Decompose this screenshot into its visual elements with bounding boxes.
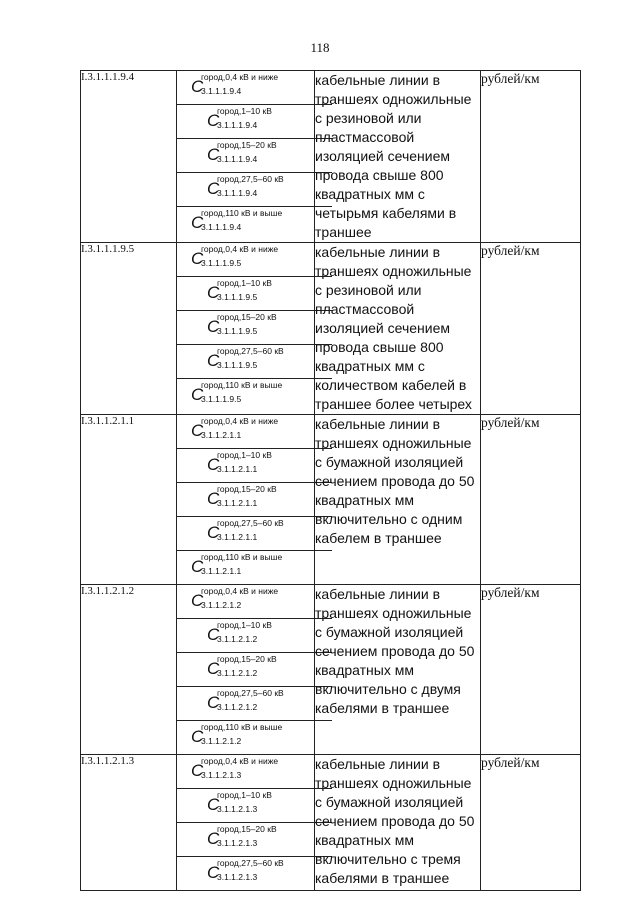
symbol-superscript: город,1–10 кВ bbox=[217, 620, 272, 630]
symbol-superscript: город,27,5–60 кВ bbox=[217, 858, 284, 868]
rate-symbol-row bbox=[177, 755, 332, 789]
rate-symbol-row bbox=[177, 585, 332, 619]
symbol-superscript: город,110 кВ и выше bbox=[201, 380, 283, 390]
symbol-superscript: город,15–20 кВ bbox=[217, 654, 277, 664]
symbol-subscript: 3.1.1.2.1.2 bbox=[217, 702, 258, 712]
rate-symbol-row bbox=[177, 243, 332, 277]
symbol-subscript: 3.1.1.1.9.5 bbox=[201, 394, 242, 404]
symbol-letter: C bbox=[207, 455, 220, 474]
table-row bbox=[81, 585, 581, 755]
row-description: кабельные линии в траншеях одножильные с бумажной изоляцией сечением провода до 50 квадратных мм включительно с двумя кабелями в траншее bbox=[315, 585, 481, 755]
rate-symbol-row bbox=[177, 653, 332, 687]
rate-symbols-cell bbox=[177, 415, 315, 585]
rate-symbols-cell bbox=[177, 755, 315, 891]
symbol-letter: C bbox=[207, 283, 220, 302]
symbol-letter: C bbox=[207, 145, 220, 164]
rate-symbol bbox=[191, 755, 316, 783]
rate-symbol-row bbox=[177, 823, 332, 857]
rate-symbol bbox=[207, 311, 332, 339]
rate-symbols-cell bbox=[177, 243, 315, 415]
row-unit: рублей/км bbox=[481, 755, 581, 891]
symbol-subscript: 3.1.1.2.1.3 bbox=[217, 804, 258, 814]
rate-symbol bbox=[191, 207, 316, 235]
rate-symbol bbox=[191, 243, 316, 271]
rate-symbol bbox=[191, 551, 316, 579]
rate-symbol-row bbox=[177, 857, 332, 891]
row-description: кабельные линии в траншеях одножильные с бумажной изоляцией сечением провода до 50 квадратных мм включительно с тремя кабелями в траншее bbox=[315, 755, 481, 891]
symbol-subscript: 3.1.1.1.9.4 bbox=[201, 222, 242, 232]
symbol-letter: C bbox=[191, 761, 204, 780]
symbol-superscript: город,0,4 кВ и ниже bbox=[201, 586, 279, 596]
rate-symbol-row bbox=[177, 345, 332, 379]
rate-symbol-row bbox=[177, 551, 332, 585]
row-description: кабельные линии в траншеях одножильные с бумажной изоляцией сечением провода до 50 квадратных мм включительно с одним кабелем в траншее bbox=[315, 415, 481, 585]
symbol-letter: C bbox=[191, 421, 204, 440]
rate-symbol-row bbox=[177, 517, 332, 551]
symbol-superscript: город,1–10 кВ bbox=[217, 278, 272, 288]
symbol-letter: C bbox=[191, 727, 204, 746]
row-unit: рублей/км bbox=[481, 415, 581, 585]
symbol-subscript: 3.1.1.1.9.4 bbox=[217, 154, 258, 164]
symbol-superscript: город,110 кВ и выше bbox=[201, 208, 283, 218]
row-unit: рублей/км bbox=[481, 71, 581, 243]
rate-symbol bbox=[207, 277, 332, 305]
rate-symbol bbox=[207, 687, 332, 715]
row-code: I.3.1.1.1.9.4 bbox=[81, 71, 177, 243]
symbol-letter: C bbox=[207, 179, 220, 198]
rate-symbol bbox=[207, 483, 332, 511]
row-unit: рублей/км bbox=[481, 243, 581, 415]
table-row bbox=[81, 71, 581, 243]
symbol-letter: C bbox=[191, 591, 204, 610]
table-row bbox=[81, 243, 581, 415]
rate-symbol bbox=[191, 415, 316, 443]
symbol-superscript: город,110 кВ и выше bbox=[201, 552, 283, 562]
rate-symbol bbox=[191, 379, 316, 407]
symbol-superscript: город,0,4 кВ и ниже bbox=[201, 72, 279, 82]
symbol-subscript: 3.1.1.1.9.5 bbox=[201, 258, 242, 268]
symbol-subscript: 3.1.1.2.1.2 bbox=[201, 600, 242, 610]
symbol-letter: C bbox=[207, 829, 220, 848]
symbol-superscript: город,110 кВ и выше bbox=[201, 722, 283, 732]
symbol-superscript: город,27,5–60 кВ bbox=[217, 518, 284, 528]
symbol-subscript: 3.1.1.2.1.3 bbox=[217, 872, 258, 882]
rate-symbol bbox=[207, 823, 332, 851]
rate-symbol-row bbox=[177, 207, 332, 241]
rate-symbol-row bbox=[177, 619, 332, 653]
rate-symbol-row bbox=[177, 277, 332, 311]
rate-symbol-row bbox=[177, 483, 332, 517]
rate-symbol-row bbox=[177, 789, 332, 823]
symbol-letter: C bbox=[207, 693, 220, 712]
rate-symbol-row bbox=[177, 379, 332, 413]
symbol-letter: C bbox=[191, 77, 204, 96]
symbol-subscript: 3.1.1.2.1.1 bbox=[217, 464, 258, 474]
symbol-letter: C bbox=[191, 385, 204, 404]
symbol-subscript: 3.1.1.2.1.1 bbox=[217, 532, 258, 542]
rate-symbol bbox=[207, 653, 332, 681]
symbol-subscript: 3.1.1.2.1.2 bbox=[217, 634, 258, 644]
symbol-superscript: город,0,4 кВ и ниже bbox=[201, 416, 279, 426]
symbol-letter: C bbox=[207, 111, 220, 130]
symbol-letter: C bbox=[207, 489, 220, 508]
rate-symbol-row bbox=[177, 173, 332, 207]
symbol-subscript: 3.1.1.1.9.4 bbox=[201, 86, 242, 96]
symbol-subscript: 3.1.1.1.9.4 bbox=[217, 188, 258, 198]
rate-symbol-row bbox=[177, 71, 332, 105]
rate-symbol bbox=[191, 585, 316, 613]
rate-symbol-row bbox=[177, 687, 332, 721]
symbol-letter: C bbox=[207, 659, 220, 678]
symbol-superscript: город,27,5–60 кВ bbox=[217, 174, 284, 184]
rate-symbol-row bbox=[177, 721, 332, 755]
tariff-table bbox=[80, 70, 581, 891]
symbol-letter: C bbox=[207, 795, 220, 814]
symbol-subscript: 3.1.1.1.9.5 bbox=[217, 326, 258, 336]
rate-symbol bbox=[207, 857, 332, 885]
symbol-subscript: 3.1.1.1.9.5 bbox=[217, 360, 258, 370]
row-description: кабельные линии в траншеях одножильные с резиновой или пластмассовой изоляцией сечением провода свыше 800 квадратных мм с четырьмя кабелями в траншее bbox=[315, 71, 481, 243]
row-code: I.3.1.1.2.1.1 bbox=[81, 415, 177, 585]
rate-symbol bbox=[207, 173, 332, 201]
symbol-superscript: город,0,4 кВ и ниже bbox=[201, 756, 279, 766]
symbol-superscript: город,27,5–60 кВ bbox=[217, 346, 284, 356]
symbol-superscript: город,0,4 кВ и ниже bbox=[201, 244, 279, 254]
symbol-letter: C bbox=[207, 863, 220, 882]
rate-symbol bbox=[207, 345, 332, 373]
symbol-superscript: город,15–20 кВ bbox=[217, 824, 277, 834]
rate-symbol-row bbox=[177, 415, 332, 449]
rate-symbol bbox=[191, 721, 316, 749]
symbol-letter: C bbox=[191, 557, 204, 576]
rate-symbol-row bbox=[177, 139, 332, 173]
rate-symbol bbox=[191, 71, 316, 99]
symbol-superscript: город,15–20 кВ bbox=[217, 140, 277, 150]
symbol-subscript: 3.1.1.1.9.4 bbox=[217, 120, 258, 130]
symbol-subscript: 3.1.1.2.1.3 bbox=[201, 770, 242, 780]
symbol-subscript: 3.1.1.2.1.1 bbox=[201, 566, 242, 576]
page-number: 118 bbox=[310, 40, 330, 55]
symbol-superscript: город,1–10 кВ bbox=[217, 106, 272, 116]
rate-symbol bbox=[207, 105, 332, 133]
row-code: I.3.1.1.2.1.3 bbox=[81, 755, 177, 891]
symbol-subscript: 3.1.1.2.1.2 bbox=[217, 668, 258, 678]
rate-symbol bbox=[207, 139, 332, 167]
rate-symbol bbox=[207, 517, 332, 545]
symbol-subscript: 3.1.1.2.1.1 bbox=[217, 498, 258, 508]
symbol-letter: C bbox=[191, 213, 204, 232]
symbol-superscript: город,1–10 кВ bbox=[217, 450, 272, 460]
table-row bbox=[81, 755, 581, 891]
symbol-letter: C bbox=[191, 249, 204, 268]
rate-symbol-row bbox=[177, 449, 332, 483]
rate-symbol bbox=[207, 619, 332, 647]
row-unit: рублей/км bbox=[481, 585, 581, 755]
symbol-superscript: город,1–10 кВ bbox=[217, 790, 272, 800]
rate-symbol-row bbox=[177, 311, 332, 345]
symbol-subscript: 3.1.1.2.1.3 bbox=[217, 838, 258, 848]
symbol-letter: C bbox=[207, 351, 220, 370]
symbol-letter: C bbox=[207, 523, 220, 542]
symbol-superscript: город,27,5–60 кВ bbox=[217, 688, 284, 698]
table-row bbox=[81, 415, 581, 585]
rate-symbols-cell bbox=[177, 585, 315, 755]
symbol-subscript: 3.1.1.2.1.1 bbox=[201, 430, 242, 440]
rate-symbol-row bbox=[177, 105, 332, 139]
row-code: I.3.1.1.2.1.2 bbox=[81, 585, 177, 755]
symbol-superscript: город,15–20 кВ bbox=[217, 484, 277, 494]
symbol-letter: C bbox=[207, 625, 220, 644]
rate-symbol bbox=[207, 449, 332, 477]
rate-symbols-cell bbox=[177, 71, 315, 243]
rate-symbol bbox=[207, 789, 332, 817]
row-description: кабельные линии в траншеях одножильные с резиновой или пластмассовой изоляцией сечением провода свыше 800 квадратных мм с количеством кабелей в траншее более четырех bbox=[315, 243, 481, 415]
row-code: I.3.1.1.1.9.5 bbox=[81, 243, 177, 415]
symbol-subscript: 3.1.1.1.9.5 bbox=[217, 292, 258, 302]
symbol-superscript: город,15–20 кВ bbox=[217, 312, 277, 322]
symbol-subscript: 3.1.1.2.1.2 bbox=[201, 736, 242, 746]
symbol-letter: C bbox=[207, 317, 220, 336]
